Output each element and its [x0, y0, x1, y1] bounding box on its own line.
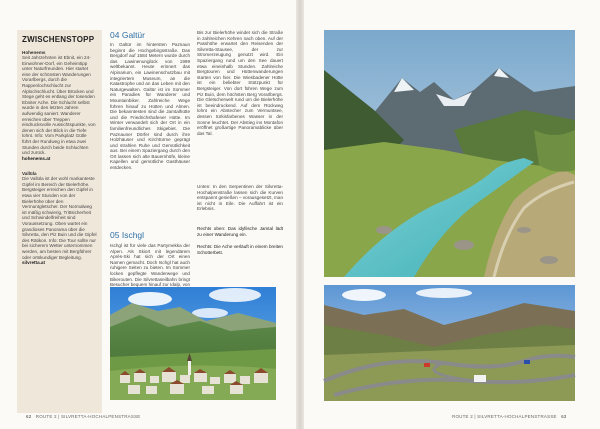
page-number-right: 63	[561, 414, 567, 419]
caption-ache: Rechts: Die Ache verläuft in einem breiten Schotterbett.	[197, 244, 283, 255]
caption-jamtal: Rechts oben: Das idyllische Jamtal lädt zu einer Wanderung ein.	[197, 226, 283, 237]
photo-jamtal-river	[324, 30, 575, 277]
section-title-ischgl: 05 Ischgl	[110, 230, 145, 240]
sidebar-text-vallula: Die Vallüla ist der wohl markanteste Gipfel im Bereich der Bielerhöhe. Bergsteiger erreichen den Gipfel in etwa vier Stunden von der Bielerhöhe über den Vermuntgletscher. Der Normalweg ist mäßig schwierig, Trittsicherheit und Schwindelfreiheit sind Voraussetzung. Oben wartet ein grandioses Panorama über die Silvretta, den Piz Buin und die Gipfel des Rätikon. Info: Die Tour sollte nur bei sicherem Wetter unternommen werden, am besten mit Bergführer oder ortskundiger Begleitung.	[22, 176, 97, 260]
page-number-left: 62	[26, 414, 32, 419]
caption-serpentines: Unten: In den Serpentinen der Silvretta-Hochalpenstraße lassen sich die Kurven entspannt genießen – vorausgesetzt, man ist nicht in Eile. Die Auffahrt ist ein Erlebnis.	[197, 184, 283, 212]
running-footer-left: ROUTE 2 | SILVRETTA-HOCHALPENSTRASSE	[35, 414, 141, 419]
section-title-galtuer: 04 Galtür	[110, 30, 145, 40]
sidebar-heading-vallula: Vallüla	[22, 171, 37, 177]
sidebar-link-vallula[interactable]: silvretta.at	[22, 260, 45, 266]
text-ischgl: Ischgl ist für viele das Partymekka der Alpen. Als Skiort mit legendärem Après-Ski hat sich der Ort einen Namen gemacht. Doch Ischgl hat auch ruhigere Seiten zu bieten. Im Sommer locken gepflegte Wanderwege und Bikerouten. Die Silvrettaseilbahn bringt Besucher bequem hinauf zur Idalp, von	[110, 243, 190, 288]
text-galtuer: In Galtür im hintersten Paznaun beginnt die Hochgebirgsstraße. Das Bergdorf auf 1584 Metern wurde durch das Lawinenunglück von 1999 weltbekannt. Heute erinnert das Alpinarium, ein Lawinenschutzbau mit integriertem Museum, an die Katastrophe und an das Leben mit den Naturgewalten. Galtür ist im Sommer ein Paradies für Wanderer und Mountainbiker. Zahlreiche Wege führen hinauf zu Hütten und Almen. Die bekanntesten sind die Jamtalhütte und die Friedrichshafener Hütte. Im Winter verwandelt sich der Ort in ein familienfreundliches Skigebiet. Die Paznauner Dörfer sind durch ihre Holzhäuser und Kirchtürme geprägt und strahlen Ruhe und Gemütlichkeit aus. Bei einem Spaziergang durch den Ort lassen sich alte Bauernhöfe, kleine Kapellen und gemütliche Gasthäuser entdecken.	[110, 42, 190, 171]
zwischenstopp-box	[17, 30, 102, 413]
photo-silvretta-serpentines	[324, 285, 575, 401]
text-bielerhoehe: Bis zur Bielerhöhe windet sich die Straße in zahlreichen Kehren nach oben. Auf der Passhöhe erwartet den Reisenden der Silvretta-Stausee, der zur Stromerzeugung genutzt wird. Ein Spaziergang rund um den See dauert etwa eineinhalb Stunden. Zahlreiche Bergtouren und Hüttenwanderungen starten von hier. Die Wiesbadener Hütte ist ein beliebter Stützpunkt für Bergsteiger. Von dort führen Wege zum Piz Buin, dem höchsten Berg Vorarlbergs. Die Gletscherwelt rund um die Bielerhöhe ist beeindruckend. Auf dem Rückweg lohnt ein Abstecher zum Vermuntsee, dessen türkisfarbenes Wasser in der Sonne leuchtet. Der Abstieg ins Montafon eröffnet großartige Panoramablicke über das Tal.	[197, 30, 283, 136]
sidebar-text-hohenems: Seit Jahrzehnten ist Ebnit, ein 24-Einwohner-Dorf, ein Geheimtipp unter Naturfreunden. Hier startet eine der schönsten Wanderungen Vorarlbergs, durch die Rappenlochschlucht zur Alplochschlucht. Über Brücken und Stege geht es entlang der tosenden Ebniter Ache. Die Schlucht selbst wurde in den letzten Jahren aufwendig saniert. Wanderer erreichen über Treppen eindrucksvolle Aussichtspunkte, von denen sich der Blick in die Tiefe lohnt. Info: Vom Parkplatz Gütle führt der Rundweg in etwa zwei Stunden durch beide Schluchten und zurück.	[22, 55, 96, 156]
sidebar-title: ZWISCHENSTOPP	[22, 35, 95, 44]
sidebar-link-hohenems[interactable]: hohenems.at	[22, 155, 51, 161]
running-footer-right: ROUTE 2 | SILVRETTA-HOCHALPENSTRASSE	[452, 414, 557, 419]
sidebar-heading-hohenems: Hohenems	[22, 50, 46, 55]
page-gutter	[296, 0, 304, 429]
photo-ischgl-village	[110, 287, 276, 400]
